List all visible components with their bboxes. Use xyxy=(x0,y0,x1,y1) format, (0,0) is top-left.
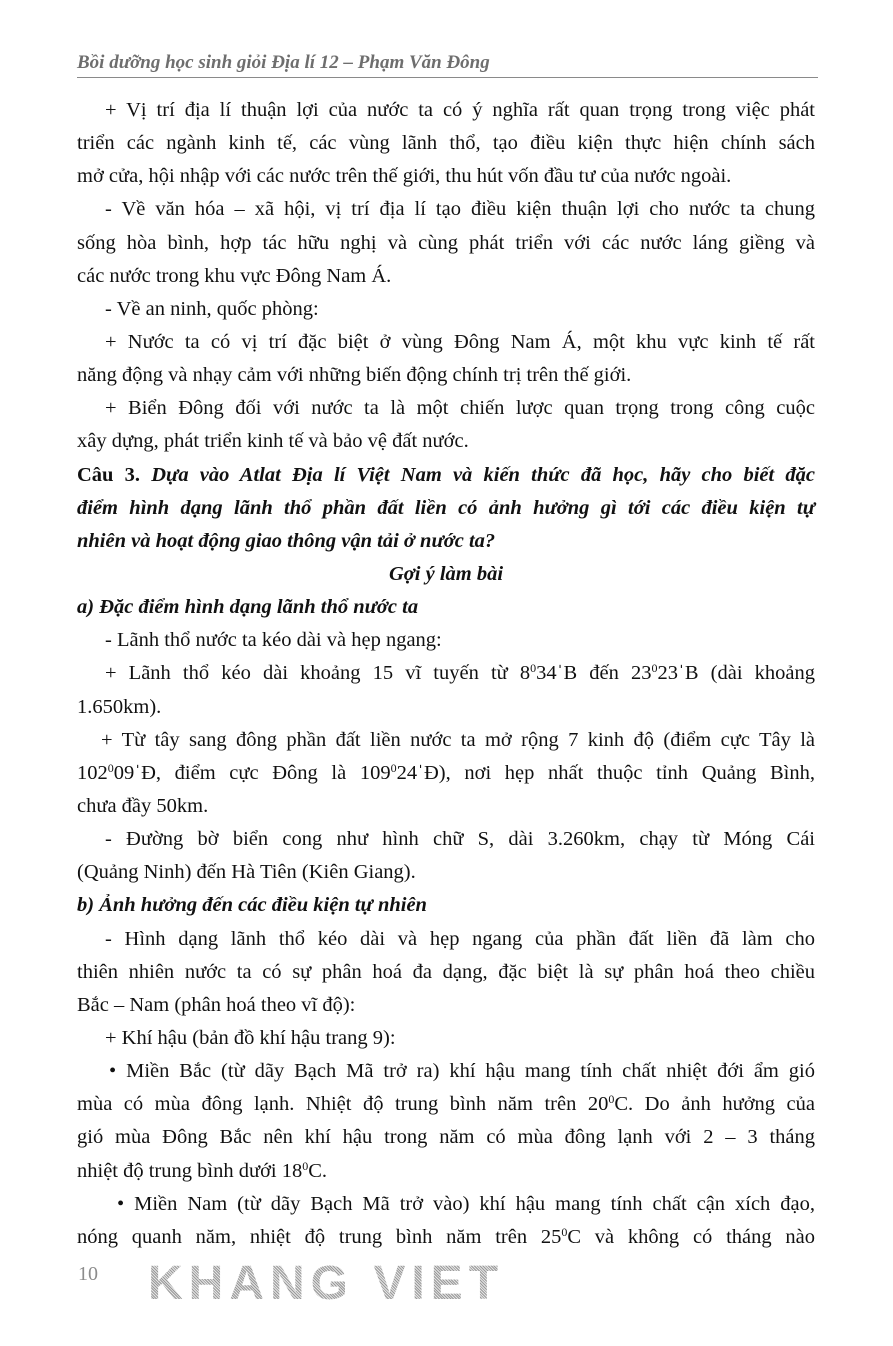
watermark-logo: KHANG VIET xyxy=(148,1260,798,1308)
page-body xyxy=(77,94,815,1254)
text-segment: Dựa vào Atlat Địa lí Việt Nam và kiến thức đã học, hãy cho biết đặc xyxy=(151,463,816,486)
text-line xyxy=(77,359,815,392)
text-line xyxy=(77,492,815,525)
text-segment: 34ˈB đến 23 xyxy=(536,662,652,685)
text-segment: sống hòa bình, hợp tác hữu nghị và cùng phát triển với các nước láng giềng và xyxy=(77,231,815,254)
text-line xyxy=(77,425,815,458)
text-line xyxy=(77,558,815,591)
text-line xyxy=(77,227,815,260)
text-line xyxy=(77,1155,815,1188)
superscript-degree: 0 xyxy=(561,1224,568,1239)
text-segment: • Miền Bắc (từ dãy Bạch Mã trở ra) khí hậu mang tính chất nhiệt đới ẩm gió xyxy=(109,1060,815,1083)
running-header: Bồi dưỡng học sinh giỏi Địa lí 12 – Phạm Văn Đông xyxy=(77,52,490,73)
text-line xyxy=(77,790,815,823)
text-line xyxy=(77,326,815,359)
text-segment: gió mùa Đông Bắc nên khí hậu trong năm có mùa đông lạnh với 2 – 3 tháng xyxy=(77,1126,815,1149)
text-segment: nhiệt độ trung bình dưới 18 xyxy=(77,1159,303,1182)
text-segment: - Lãnh thổ nước ta kéo dài và hẹp ngang: xyxy=(105,629,442,652)
text-segment: Câu 3. xyxy=(77,463,152,486)
text-segment: 102 xyxy=(77,761,108,784)
text-line xyxy=(77,127,815,160)
text-segment: Gợi ý làm bài xyxy=(388,562,504,585)
text-segment: triển các ngành kinh tế, các vùng lãnh thổ, tạo điều kiện thực hiện chính sách xyxy=(77,132,815,155)
text-segment: b) Ảnh hưởng đến các điều kiện tự nhiên xyxy=(77,894,427,917)
text-line xyxy=(77,1221,815,1254)
text-line xyxy=(77,889,815,922)
text-line xyxy=(77,193,815,226)
text-line xyxy=(77,1088,815,1121)
text-line xyxy=(77,260,815,293)
text-segment: a) Đặc điểm hình dạng lãnh thổ nước ta xyxy=(77,596,419,619)
text-line xyxy=(77,1188,815,1221)
text-segment: C. Do ảnh hưởng của xyxy=(614,1093,815,1116)
text-line xyxy=(77,956,815,989)
text-segment: năng động và nhạy cảm với những biến động chính trị trên thế giới. xyxy=(77,364,632,387)
text-line xyxy=(77,1022,815,1055)
text-line xyxy=(77,724,815,757)
text-segment: - Đường bờ biển cong như hình chữ S, dài 3.260km, chạy từ Móng Cái xyxy=(105,828,815,851)
text-segment: • Miền Nam (từ dãy Bạch Mã trở vào) khí hậu mang tính chất cận xích đạo, xyxy=(117,1192,815,1215)
superscript-degree: 0 xyxy=(608,1092,615,1107)
text-line xyxy=(77,459,815,492)
text-line xyxy=(77,1055,815,1088)
superscript-degree: 0 xyxy=(390,760,397,775)
text-segment: 24ˈĐ), nơi hẹp nhất thuộc tỉnh Quảng Bình, xyxy=(396,761,815,784)
text-line xyxy=(77,160,815,193)
text-segment: chưa đầy 50km. xyxy=(77,794,209,817)
text-line xyxy=(77,989,815,1022)
text-segment: thiên nhiên nước ta có sự phân hoá đa dạng, đặc biệt là sự phân hoá theo chiều xyxy=(77,960,815,983)
text-segment: nhiên và hoạt động giao thông vận tải ở nước ta? xyxy=(77,529,496,552)
text-segment: 23ˈB (dài khoảng xyxy=(657,662,815,685)
text-line xyxy=(77,823,815,856)
text-segment: + Vị trí địa lí thuận lợi của nước ta có ý nghĩa rất quan trọng trong việc phát xyxy=(105,99,815,121)
text-segment: - Hình dạng lãnh thổ kéo dài và hẹp ngang của phần đất liền đã làm cho xyxy=(105,927,815,950)
text-segment: (Quảng Ninh) đến Hà Tiên (Kiên Giang). xyxy=(77,861,416,884)
text-line xyxy=(77,691,815,724)
text-segment: 09ˈĐ, điểm cực Đông là 109 xyxy=(113,761,391,784)
superscript-degree: 0 xyxy=(302,1158,309,1173)
superscript-degree: 0 xyxy=(530,661,537,676)
text-segment: - Về an ninh, quốc phòng: xyxy=(105,297,319,320)
text-line xyxy=(77,1121,815,1154)
text-segment: + Nước ta có vị trí đặc biệt ở vùng Đông Nam Á, một khu vực kinh tế rất xyxy=(105,330,815,353)
text-segment: nóng quanh năm, nhiệt độ trung bình năm trên 25 xyxy=(77,1225,562,1248)
text-line xyxy=(77,757,815,790)
text-segment: - Về văn hóa – xã hội, vị trí địa lí tạo điều kiện thuận lợi cho nước ta chung xyxy=(105,198,815,221)
superscript-degree: 0 xyxy=(651,661,658,676)
text-segment: các nước trong khu vực Đông Nam Á. xyxy=(77,264,392,287)
text-line xyxy=(77,624,815,657)
text-segment: 1.650km). xyxy=(77,695,162,718)
text-segment: mùa có mùa đông lạnh. Nhiệt độ trung bình năm trên 20 xyxy=(77,1093,609,1116)
text-line xyxy=(77,525,815,558)
text-segment: điểm hình dạng lãnh thổ phần đất liền có ảnh hưởng gì tới các điều kiện tự xyxy=(77,496,815,519)
text-segment: + Lãnh thổ kéo dài khoảng 15 vĩ tuyến từ 8 xyxy=(105,662,531,685)
text-segment: mở cửa, hội nhập với các nước trên thế giới, thu hút vốn đầu tư của nước ngoài. xyxy=(77,165,732,188)
text-line xyxy=(77,923,815,956)
text-line xyxy=(77,293,815,326)
text-segment: C và không có tháng nào xyxy=(567,1225,815,1248)
text-segment: C. xyxy=(308,1159,328,1182)
text-line xyxy=(77,856,815,889)
text-segment: + Từ tây sang đông phần đất liền nước ta mở rộng 7 kinh độ (điểm cực Tây là xyxy=(101,728,815,751)
text-segment: xây dựng, phát triển kinh tế và bảo vệ đất nước. xyxy=(77,430,469,453)
text-segment: + Biển Đông đối với nước ta là một chiến lược quan trọng trong công cuộc xyxy=(105,397,815,420)
text-line xyxy=(77,94,815,127)
page-number: 10 xyxy=(78,1263,98,1285)
superscript-degree: 0 xyxy=(107,760,114,775)
text-line xyxy=(77,392,815,425)
text-line xyxy=(77,657,815,690)
text-segment: + Khí hậu (bản đồ khí hậu trang 9): xyxy=(105,1026,396,1049)
header-divider xyxy=(77,77,818,78)
text-line xyxy=(77,591,815,624)
text-segment: Bắc – Nam (phân hoá theo vĩ độ): xyxy=(77,993,356,1016)
